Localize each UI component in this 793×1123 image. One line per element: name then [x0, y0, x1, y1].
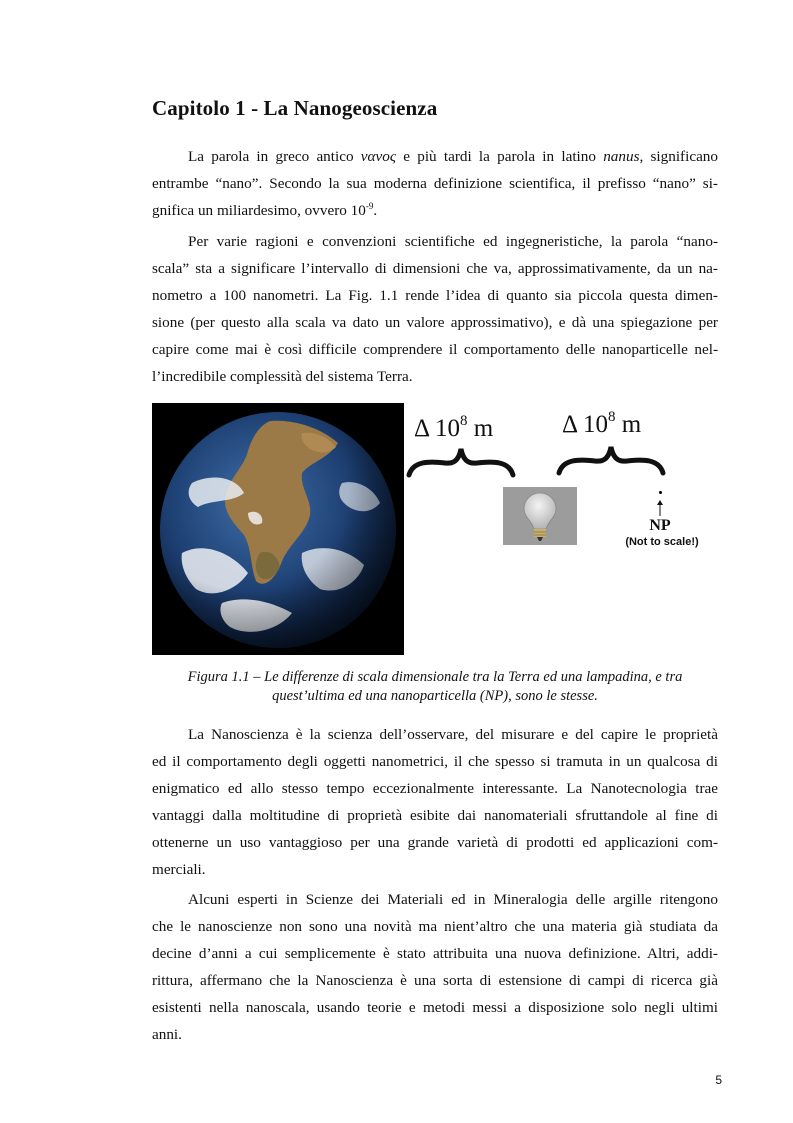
- para4-line: Alcuni esperti in Scienze dei Materiali ed in Mineralogia delle argille ritengono: [188, 891, 718, 908]
- chapter-title: Capitolo 1 - La Nanogeoscienza: [152, 96, 438, 120]
- para3-line: ed il comportamento degli oggetti nanometrici, il che spesso si tramuta in un qualcosa di: [152, 753, 718, 770]
- latin-word: nanus: [603, 148, 640, 165]
- page-number: 5: [715, 1073, 722, 1087]
- para2-line: scala” sta a significare l’intervallo di dimensioni che va, approssimativamente, da un na-: [152, 260, 718, 277]
- paragraph-4: [152, 886, 718, 1048]
- para3-line: ottenerne un uso vantaggioso per una grande varietà di prodotti ed applicazioni com-: [152, 834, 718, 851]
- para4-line: anni.: [152, 1026, 182, 1043]
- exponent: -9: [365, 201, 374, 211]
- light-bulb-image: [503, 487, 577, 545]
- paragraph-3: [152, 721, 718, 883]
- np-note: (Not to scale!): [625, 536, 699, 548]
- curly-brace-right-icon: [555, 443, 667, 479]
- scale-label-right: Δ $10^8$ m: [562, 409, 642, 438]
- greek-word: νανος: [360, 148, 397, 165]
- figure-caption: Figura 1.1 – Le differenze di scala dimensionale tra la Terra ed una lampadina, e tra quest’ultima ed una nanoparticella (NP), sono le stesse.: [187, 669, 683, 704]
- para2-line: Per varie ragioni e convenzioni scientifiche ed ingegneristiche, la parola “nano-: [188, 233, 718, 250]
- para4-line: decine d’anni a cui semplicemente è stato attribuita una nuova definizione. Altri, addi-: [152, 945, 718, 962]
- para2-line: sione (per questo alla scala va dato un valore approssimativo), e dà una spiegazione per: [152, 314, 718, 331]
- paragraph-1: [152, 143, 718, 224]
- arrow-up-icon: [655, 499, 665, 517]
- para4-line: rittura, affermano che la Nanoscienza è una sorta di estensione di campi di ricerca già: [152, 972, 718, 989]
- para3-line: enigmatico ed allo stesso tempo eccezionalmente interessante. La Nanotecnologia trae: [152, 780, 718, 797]
- curly-brace-left-icon: [405, 445, 517, 481]
- earth-globe-icon: [152, 403, 404, 655]
- para4-line: esistenti nella nanoscala, usando teorie e metodi messi a disposizione solo negli ultimi: [152, 999, 718, 1016]
- para3-line: La Nanoscienza è la scienza dell’osservare, del misurare e del capire le proprietà: [188, 726, 718, 743]
- para2-line: nometro a 100 nanometri. La Fig. 1.1 rende l’idea di quanto sia piccola questa dimen-: [152, 287, 718, 304]
- light-bulb-icon: [503, 487, 577, 545]
- para1-text: La parola in greco antico νανος e più tardi la parola in latino nanus, significano entrambe “nano”. Secondo la sua moderna definizione scientifica, il prefisso “nano” si-gnifica un miliardesimo, ovvero $10^{-9}$.: [152, 148, 718, 219]
- figure-1-1: [152, 403, 718, 658]
- earth-image: [152, 403, 404, 655]
- para4-line: che le nanoscienze non sono una novità ma nient’altro che una materia già studiata da: [152, 918, 718, 935]
- para2-line: capire come mai è così difficile comprendere il comportamento delle nanoparticelle nel-: [152, 341, 718, 358]
- para3-line: merciali.: [152, 861, 206, 878]
- np-label: NP: [649, 517, 671, 534]
- para2-line: l’incredibile complessità del sistema Terra.: [152, 368, 413, 385]
- para3-line: vantaggi dalla moltitudine di proprietà esibite dai nanomateriali sfruttandole al fine di: [152, 807, 718, 824]
- nanoparticle-dot: [659, 491, 662, 494]
- scale-label-left: Δ $10^8$ m: [414, 413, 494, 442]
- paragraph-2: [152, 228, 718, 390]
